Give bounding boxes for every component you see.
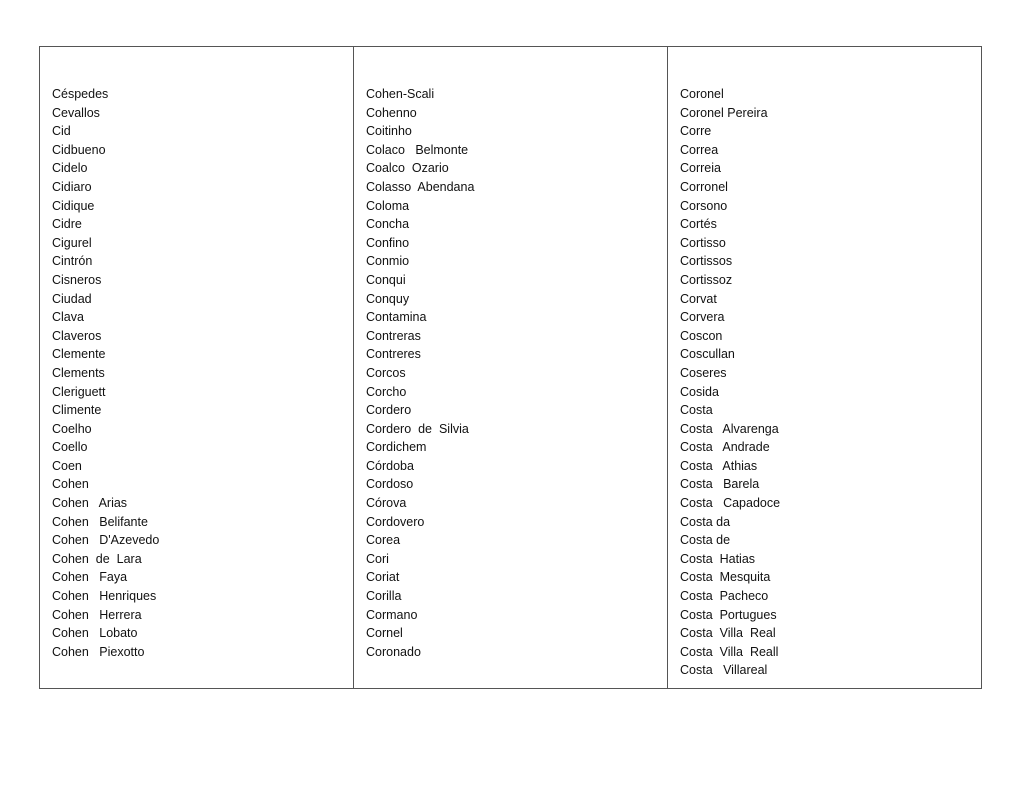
surname-item: Ciudad: [52, 291, 92, 306]
surname-item: Clemente: [52, 347, 106, 362]
surname-item: Corvera: [680, 310, 725, 325]
surname-item: Cortissos: [680, 254, 733, 269]
surname-item: Cevallos: [52, 105, 100, 120]
surname-item: Coronel Pereira: [680, 105, 768, 120]
surname-item: Cohen D'Azevedo: [52, 533, 160, 548]
surname-item: Cortés: [680, 217, 717, 232]
surname-item: Cidique: [52, 198, 95, 213]
surname-item: Cortisso: [680, 235, 726, 250]
surname-item: Cortissoz: [680, 272, 733, 287]
surname-item: Cordichem: [366, 440, 427, 455]
surname-item: Cordovero: [366, 514, 425, 529]
surname-item: Cormano: [366, 607, 418, 622]
surname-item: Cleriguett: [52, 384, 106, 399]
surname-item: Conquy: [366, 291, 410, 306]
surname-item: Coitinho: [366, 124, 412, 139]
surname-item: Costa Andrade: [680, 440, 770, 455]
surname-item: Cohen-Scali: [366, 87, 435, 101]
surname-item: Contreras: [366, 328, 421, 343]
surname-item: Corea: [366, 533, 401, 548]
surname-item: Cohen de Lara: [52, 551, 142, 566]
surname-item: Conmio: [366, 254, 410, 269]
surname-item: Corronel: [680, 179, 728, 194]
surname-item: Costa Alvarenga: [680, 421, 779, 436]
surname-table: [39, 46, 982, 689]
surname-column-3: [668, 47, 982, 689]
surname-item: Coscullan: [680, 347, 735, 362]
surname-item: Cohen Arias: [52, 496, 128, 511]
surname-item: Cohen Belifante: [52, 514, 148, 529]
surname-item: Clements: [52, 365, 105, 380]
surname-item: Corcos: [366, 365, 406, 380]
surname-item: Costa Portugues: [680, 607, 777, 622]
surname-item: Corvat: [680, 291, 717, 306]
surname-item: Cordero de Silvia: [366, 421, 469, 436]
surname-item: Costa da: [680, 514, 731, 529]
surname-item: Cornel: [366, 626, 403, 641]
surname-item: Córova: [366, 496, 407, 511]
surname-item: Costa Villa Reall: [680, 644, 779, 659]
surname-item: Climente: [52, 403, 102, 418]
surname-item: Cohen: [52, 477, 89, 492]
surname-item: Contamina: [366, 310, 427, 325]
surname-item: Cordero: [366, 403, 412, 418]
surname-item: Cori: [366, 551, 389, 566]
surname-item: Córdoba: [366, 458, 414, 473]
surname-item: Coelho: [52, 421, 92, 436]
surname-item: Confino: [366, 235, 410, 250]
surname-item: Contreres: [366, 347, 421, 362]
surname-item: Coscon: [680, 328, 723, 343]
surname-item: Corre: [680, 124, 712, 139]
surname-item: Correia: [680, 161, 721, 176]
surname-column-1: [40, 47, 354, 689]
surname-item: Colasso Abendana: [366, 179, 475, 194]
surname-item: Cid: [52, 124, 71, 139]
surname-item: Colaco Belmonte: [366, 142, 469, 157]
surname-item: Claveros: [52, 328, 102, 343]
surname-item: Correa: [680, 142, 719, 157]
surname-item: Cigurel: [52, 235, 92, 250]
surname-item: Costa Athias: [680, 458, 758, 473]
surname-item: Costa Pacheco: [680, 589, 769, 604]
surname-item: Costa Barela: [680, 477, 760, 492]
surname-item: Costa de: [680, 533, 731, 548]
surname-item: Coseres: [680, 365, 727, 380]
surname-item: Corsono: [680, 198, 728, 213]
surname-item: Cisneros: [52, 272, 102, 287]
surname-item: Coriat: [366, 570, 400, 585]
surname-item: Cintrón: [52, 254, 93, 269]
table-row: [40, 47, 982, 689]
surname-item: Cosida: [680, 384, 719, 399]
surname-column-2: [354, 47, 668, 689]
surname-item: Cidiaro: [52, 179, 92, 194]
surname-item: Corilla: [366, 589, 402, 604]
surname-list-1: [40, 47, 353, 661]
surname-item: Coello: [52, 440, 88, 455]
surname-item: Cidelo: [52, 161, 88, 176]
surname-item: Coalco Ozario: [366, 161, 449, 176]
surname-item: Concha: [366, 217, 410, 232]
surname-item: Coronel: [680, 87, 724, 101]
surname-item: Costa Villareal: [680, 663, 768, 678]
surname-item: Costa: [680, 403, 713, 418]
surname-item: Costa Hatias: [680, 551, 756, 566]
surname-item: Cohen Lobato: [52, 626, 138, 641]
surname-item: Cohenno: [366, 105, 417, 120]
surname-list-2: [354, 47, 667, 661]
surname-item: Coen: [52, 458, 82, 473]
surname-item: Conqui: [366, 272, 406, 287]
surname-item: Cohen Herrera: [52, 607, 142, 622]
surname-item: Cidbueno: [52, 142, 106, 157]
surname-item: Cordoso: [366, 477, 414, 492]
surname-item: Coloma: [366, 198, 410, 213]
surname-item: Cohen Piexotto: [52, 644, 145, 659]
surname-item: Corcho: [366, 384, 407, 399]
surname-item: Cohen Faya: [52, 570, 128, 585]
surname-list-3: [668, 47, 981, 680]
surname-item: Cohen Henriques: [52, 589, 157, 604]
surname-item: Céspedes: [52, 87, 109, 101]
surname-item: Costa Villa Real: [680, 626, 776, 641]
surname-item: Clava: [52, 310, 84, 325]
surname-item: Costa Mesquita: [680, 570, 771, 585]
surname-item: Cidre: [52, 217, 82, 232]
surname-item: Coronado: [366, 644, 421, 659]
surname-item: Costa Capadoce: [680, 496, 781, 511]
